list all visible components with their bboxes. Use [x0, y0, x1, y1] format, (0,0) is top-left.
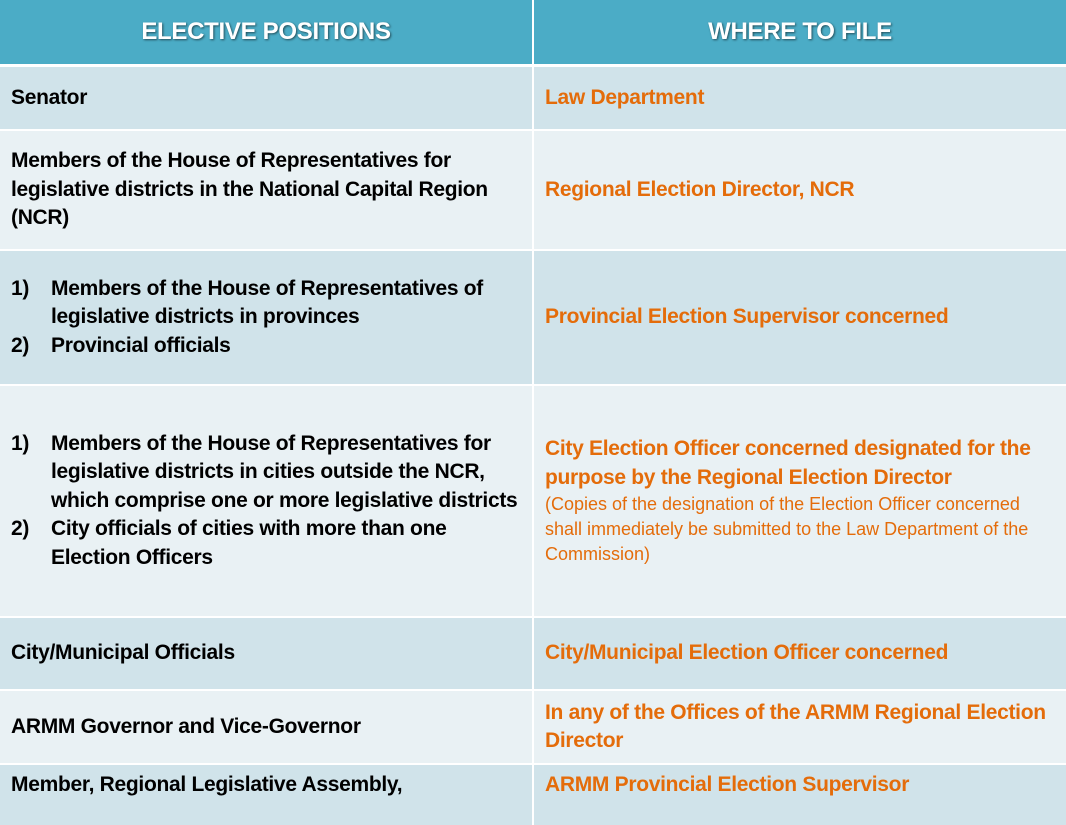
item-text: City officials of cities with more than one Election Officers [51, 517, 447, 569]
list-item [11, 515, 526, 572]
item-text: Provincial officials [51, 333, 231, 357]
where-cell: Regional Election Director, NCR [534, 131, 1066, 249]
item-text: Members of the House of Representatives for legislative districts in cities outside the NCR, which comprise one or more legislative districts [51, 431, 518, 512]
where-cell: Law Department [534, 67, 1066, 129]
table-row [0, 618, 1066, 689]
where-cell: In any of the Offices of the ARMM Regional Election Director [534, 691, 1066, 763]
table-header [0, 0, 1066, 64]
table-row [0, 691, 1066, 763]
header-elective-positions: ELECTIVE POSITIONS [0, 0, 532, 64]
list-item [11, 332, 526, 361]
where-cell: City/Municipal Election Officer concerned [534, 618, 1066, 689]
position-cell [0, 251, 532, 384]
list-item [11, 275, 526, 332]
position-cell: Member, Regional Legislative Assembly, [0, 765, 532, 825]
item-number: 2) [11, 333, 30, 357]
where-cell: Provincial Election Supervisor concerned [534, 251, 1066, 384]
position-cell: Members of the House of Representatives for legislative districts in the National Capital Region (NCR) [0, 131, 532, 249]
position-cell: City/Municipal Officials [0, 618, 532, 689]
table-row [0, 67, 1066, 129]
header-where-to-file: WHERE TO FILE [534, 0, 1066, 64]
position-cell: ARMM Governor and Vice-Governor [0, 691, 532, 763]
item-number: 1) [11, 276, 30, 300]
where-text: City Election Officer concerned designated for the purpose by the Regional Election Director [544, 437, 1031, 489]
where-cell: ARMM Provincial Election Supervisor [534, 765, 1066, 825]
item-number: 1) [11, 431, 30, 455]
table-row [0, 131, 1066, 249]
item-number: 2) [11, 517, 30, 541]
item-text: Members of the House of Representatives of legislative districts in provinces [51, 276, 483, 329]
where-cell [534, 386, 1066, 616]
position-cell [0, 386, 532, 616]
table-row [0, 765, 1066, 825]
table-row [0, 251, 1066, 384]
position-cell: Senator [0, 67, 532, 129]
list-item [11, 430, 526, 516]
table-row [0, 386, 1066, 616]
where-note: (Copies of the designation of the Election Officer concerned shall immediately be submitted to the Law Department of the Commission) [544, 494, 1029, 564]
